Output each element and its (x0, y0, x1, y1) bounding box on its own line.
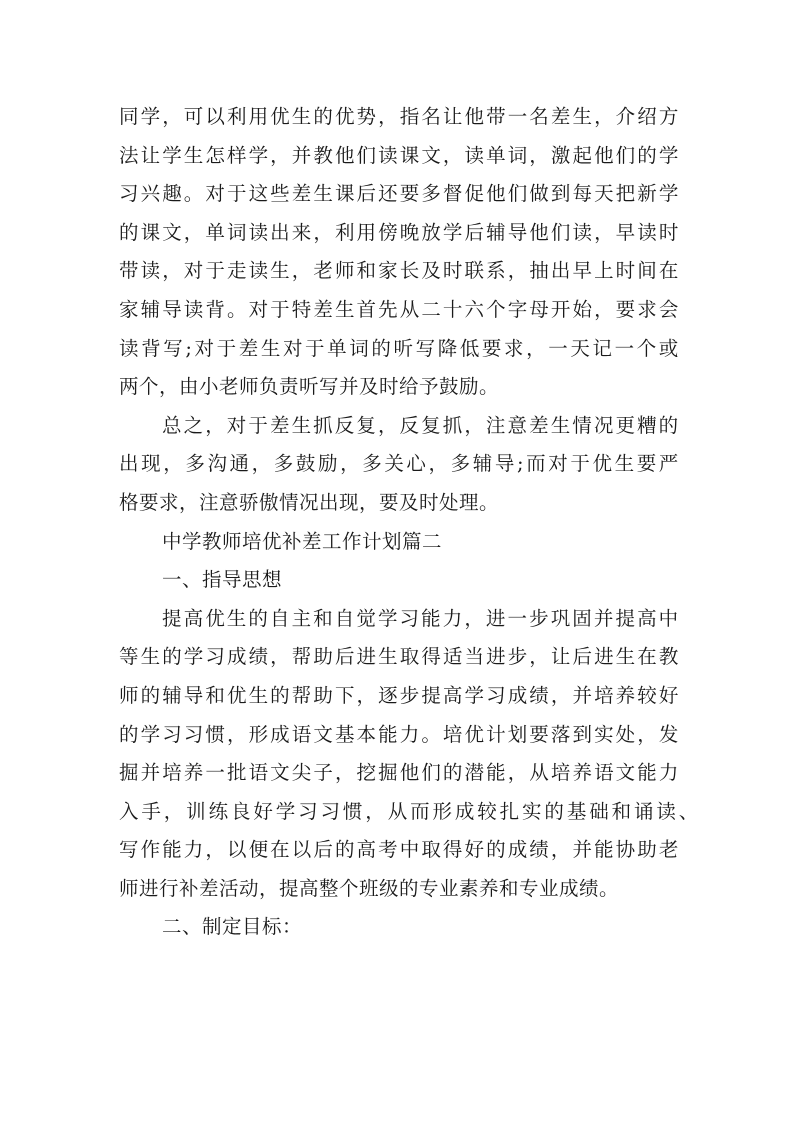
section-title: 中学教师培优补差工作计划篇二 (162, 529, 443, 553)
paragraph-1-line-2: 法 让 学 生 怎 样 学 ， 并 教 他 们 读 课 文 ， 读 单 词 ， 激 起 他 们 的 学 (119, 143, 679, 167)
heading-set-goals: 二、制定目标： (162, 915, 303, 939)
paragraph-3-line-5: 掘 并 培 养 一 批 语 文 尖 子 ， 挖 掘 他 们 的 潜 能 ， 从 培 养 语 文 能 力 (119, 761, 679, 785)
paragraph-1-line-3: 习 兴 趣 。 对 于 这 些 差 生 课 后 还 要 多 督 促 他 们 做 到 每 天 把 新 学 (119, 182, 679, 206)
paragraph-3-line-8: 师进行补差活动，提高整个班级的专业素养和专业成绩。 (119, 876, 620, 900)
document-page (119, 98, 699, 947)
heading-guiding-ideology: 一、指导思想 (162, 568, 283, 592)
paragraph-3-line-4: 的 学 习 习 惯 ， 形 成 语 文 基 本 能 力 。 培 优 计 划 要 落 到 实 处 ， 发 (119, 722, 679, 746)
paragraph-2-line-3: 格要求，注意骄傲情况出现，要及时处理。 (119, 490, 500, 514)
paragraph-3-line-6: 入 手 ， 训 练 良 好 学 习 习 惯 ， 从 而 形 成 较 扎 实 的 基 础 和 诵 读 、 (119, 799, 699, 823)
paragraph-2-line-2: 出 现 ， 多 沟 通 ， 多 鼓 励 ， 多 关 心 ， 多 辅 导 ; 而 对 于 优 生 要 严 (119, 452, 679, 476)
paragraph-1-line-7: 读 背 写 ; 对 于 差 生 对 于 单 词 的 听 写 降 低 要 求 ， 一 天 记 一 个 或 (119, 336, 679, 360)
paragraph-1-line-1: 同 学 ， 可 以 利 用 优 生 的 优 势 ， 指 名 让 他 带 一 名 差 生 ， 介 绍 方 (119, 105, 679, 128)
paragraph-3-line-2: 等 生 的 学 习 成 绩 ， 帮 助 后 进 生 取 得 适 当 进 步 ， 让 后 进 生 在 教 (119, 645, 679, 669)
paragraph-1-line-5: 带 读 ， 对 于 走 读 生 ， 老 师 和 家 长 及 时 联 系 ， 抽 出 早 上 时 间 在 (119, 259, 679, 283)
paragraph-3-line-1: 提 高 优 生 的 自 主 和 自 觉 学 习 能 力 ， 进 一 步 巩 固 并 提 高 中 (162, 606, 679, 630)
paragraph-3-line-7: 写 作 能 力 ， 以 便 在 以 后 的 高 考 中 取 得 好 的 成 绩 ， 并 能 协 助 老 (119, 838, 679, 862)
paragraph-1-line-6: 家 辅 导 读 背 。 对 于 特 差 生 首 先 从 二 十 六 个 字 母 开 始 ， 要 求 会 (119, 297, 679, 321)
paragraph-1-line-8: 两个，由小老师负责听写并及时给予鼓励。 (119, 375, 500, 399)
paragraph-3-line-3: 师 的 辅 导 和 优 生 的 帮 助 下 ， 逐 步 提 高 学 习 成 绩 ， 并 培 养 较 好 (119, 683, 679, 707)
paragraph-2-line-1: 总 之 ， 对 于 差 生 抓 反 复 ， 反 复 抓 ， 注 意 差 生 情 况 更 糟 的 (162, 413, 679, 437)
paragraph-1-line-4: 的 课 文 ， 单 词 读 出 来 ， 利 用 傍 晚 放 学 后 辅 导 他 们 读 ， 早 读 时 (119, 220, 679, 244)
